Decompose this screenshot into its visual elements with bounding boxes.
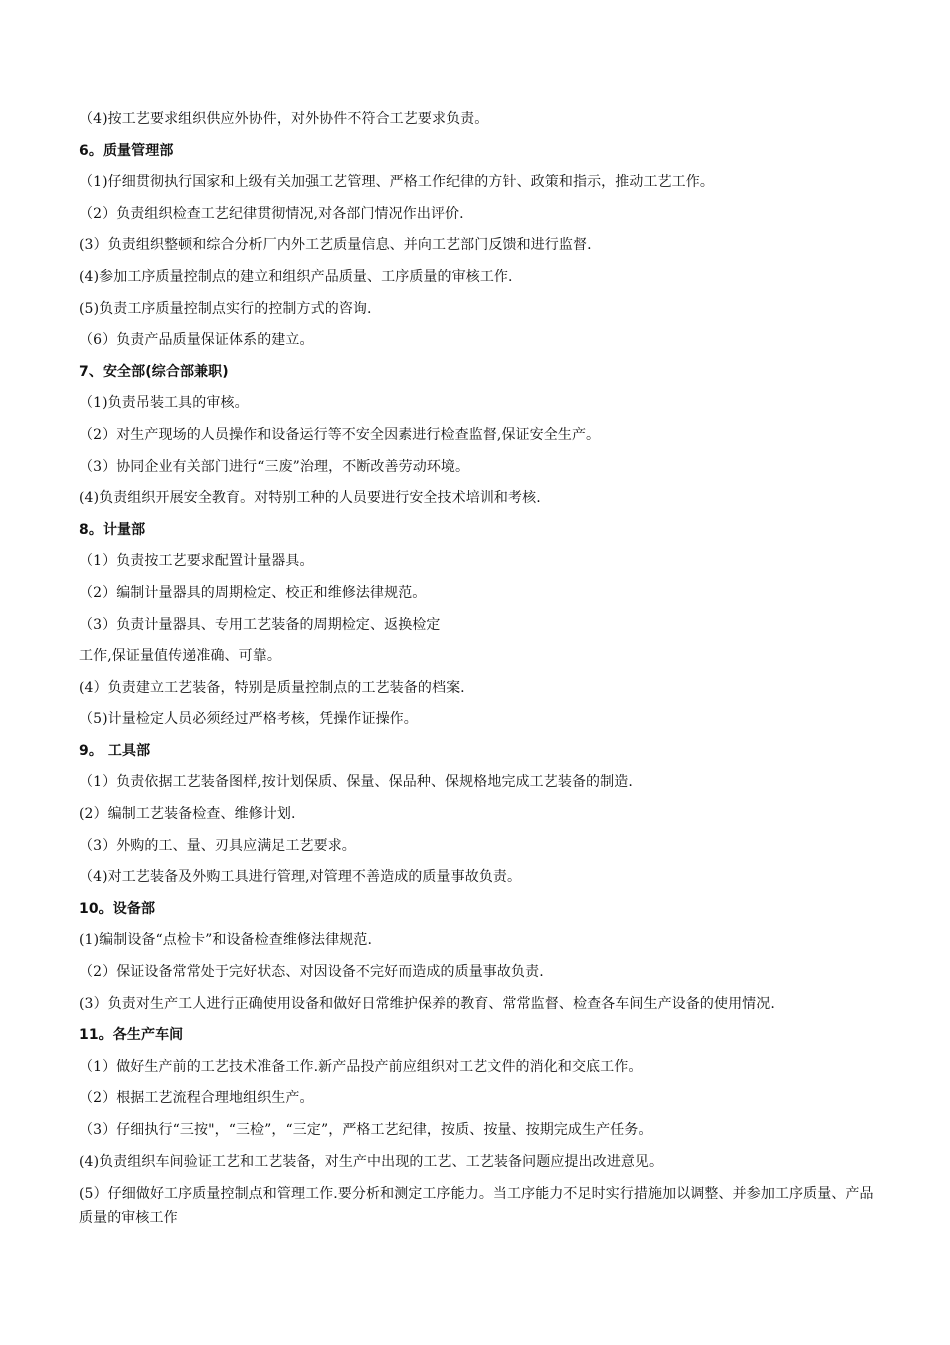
list-item: （1)负责吊装工具的审核。 [79, 395, 249, 412]
list-item: （1)仔细贯彻执行国家和上级有关加强工艺管理、严格工作纪律的方针、政策和指示，推动工艺工作。 [79, 174, 714, 191]
list-item-multiline: (5）仔细做好工序质量控制点和管理工作.要分析和测定工序能力。当工序能力不足时实行措施加以调整、并参加工序质量、产品质量的审核工作 [79, 1186, 874, 1227]
list-item: （6）负责产品质量保证体系的建立。 [79, 332, 314, 349]
list-item: (3）负责组织整顿和综合分析厂内外工艺质量信息、并向工艺部门反馈和进行监督. [79, 237, 592, 254]
section-heading-safety: 7、安全部(综合部兼职) [79, 363, 229, 380]
list-item: (3）负责对生产工人进行正确使用设备和做好日常维护保养的教育、常常监督、检查各车间生产设备的使用情况. [79, 995, 775, 1012]
section-heading-equipment: 10。设备部 [79, 900, 156, 917]
list-item: （1）做好生产前的工艺技术准备工作.新产品投产前应组织对工艺文件的消化和交底工作。 [79, 1058, 643, 1075]
list-item: （5)计量检定人员必须经过严格考核，凭操作证操作。 [79, 711, 418, 728]
list-item-continuation: 工作,保证量值传递准确、可靠。 [79, 648, 281, 665]
list-item: (4)负责组织开展安全教育。对特别工种的人员要进行安全技术培训和考核. [79, 490, 541, 507]
list-item: （2）负责组织检查工艺纪律贯彻情况,对各部门情况作出评价. [79, 205, 464, 222]
list-item: (2）编制工艺装备检查、维修计划. [79, 806, 296, 823]
section-heading-workshops: 11。各生产车间 [79, 1027, 184, 1044]
section-heading-metrology: 8。计量部 [79, 521, 146, 538]
list-item: （2）编制计量器具的周期检定、校正和维修法律规范。 [79, 584, 427, 601]
list-item: （3）协同企业有关部门进行“三废”治理，不断改善劳动环境。 [79, 458, 470, 475]
list-item: （3）仔细执行“三按"，“三检”，“三定”，严格工艺纪律，按质、按量、按期完成生产任务。 [79, 1122, 653, 1138]
list-item: （1）负责依据工艺装备图样,按计划保质、保量、保品种、保规格地完成工艺装备的制造. [79, 774, 633, 791]
list-item: （4)按工艺要求组织供应外协件，对外协件不符合工艺要求负责。 [79, 111, 489, 127]
section-heading-tools: 9。 工具部 [79, 742, 151, 759]
list-item: （2）根据工艺流程合理地组织生产。 [79, 1090, 314, 1107]
list-item: （1）负责按工艺要求配置计量器具。 [79, 553, 314, 570]
list-item: (4)负责组织车间验证工艺和工艺装备，对生产中出现的工艺、工艺装备问题应提出改进意见。 [79, 1153, 664, 1170]
list-item: (5)负责工序质量控制点实行的控制方式的咨询. [79, 300, 372, 317]
list-item: （3）外购的工、量、刃具应满足工艺要求。 [79, 837, 356, 854]
list-item: (4)参加工序质量控制点的建立和组织产品质量、工序质量的审核工作. [79, 268, 513, 285]
list-item: （4)对工艺装备及外购工具进行管理,对管理不善造成的质量事故负责。 [79, 869, 522, 886]
list-item: （2）对生产现场的人员操作和设备运行等不安全因素进行检查监督,保证安全生产。 [79, 426, 601, 443]
document-page [79, 108, 879, 1240]
list-item: (1)编制设备“点检卡”和设备检查维修法律规范. [79, 932, 372, 949]
section-heading-quality: 6。质量管理部 [79, 142, 174, 159]
list-item: (4）负责建立工艺装备，特别是质量控制点的工艺装备的档案. [79, 679, 465, 696]
list-item: （3）负责计量器具、专用工艺装备的周期检定、返换检定 [79, 616, 441, 633]
list-item: （2）保证设备常常处于完好状态、对因设备不完好而造成的质量事故负责. [79, 964, 544, 981]
